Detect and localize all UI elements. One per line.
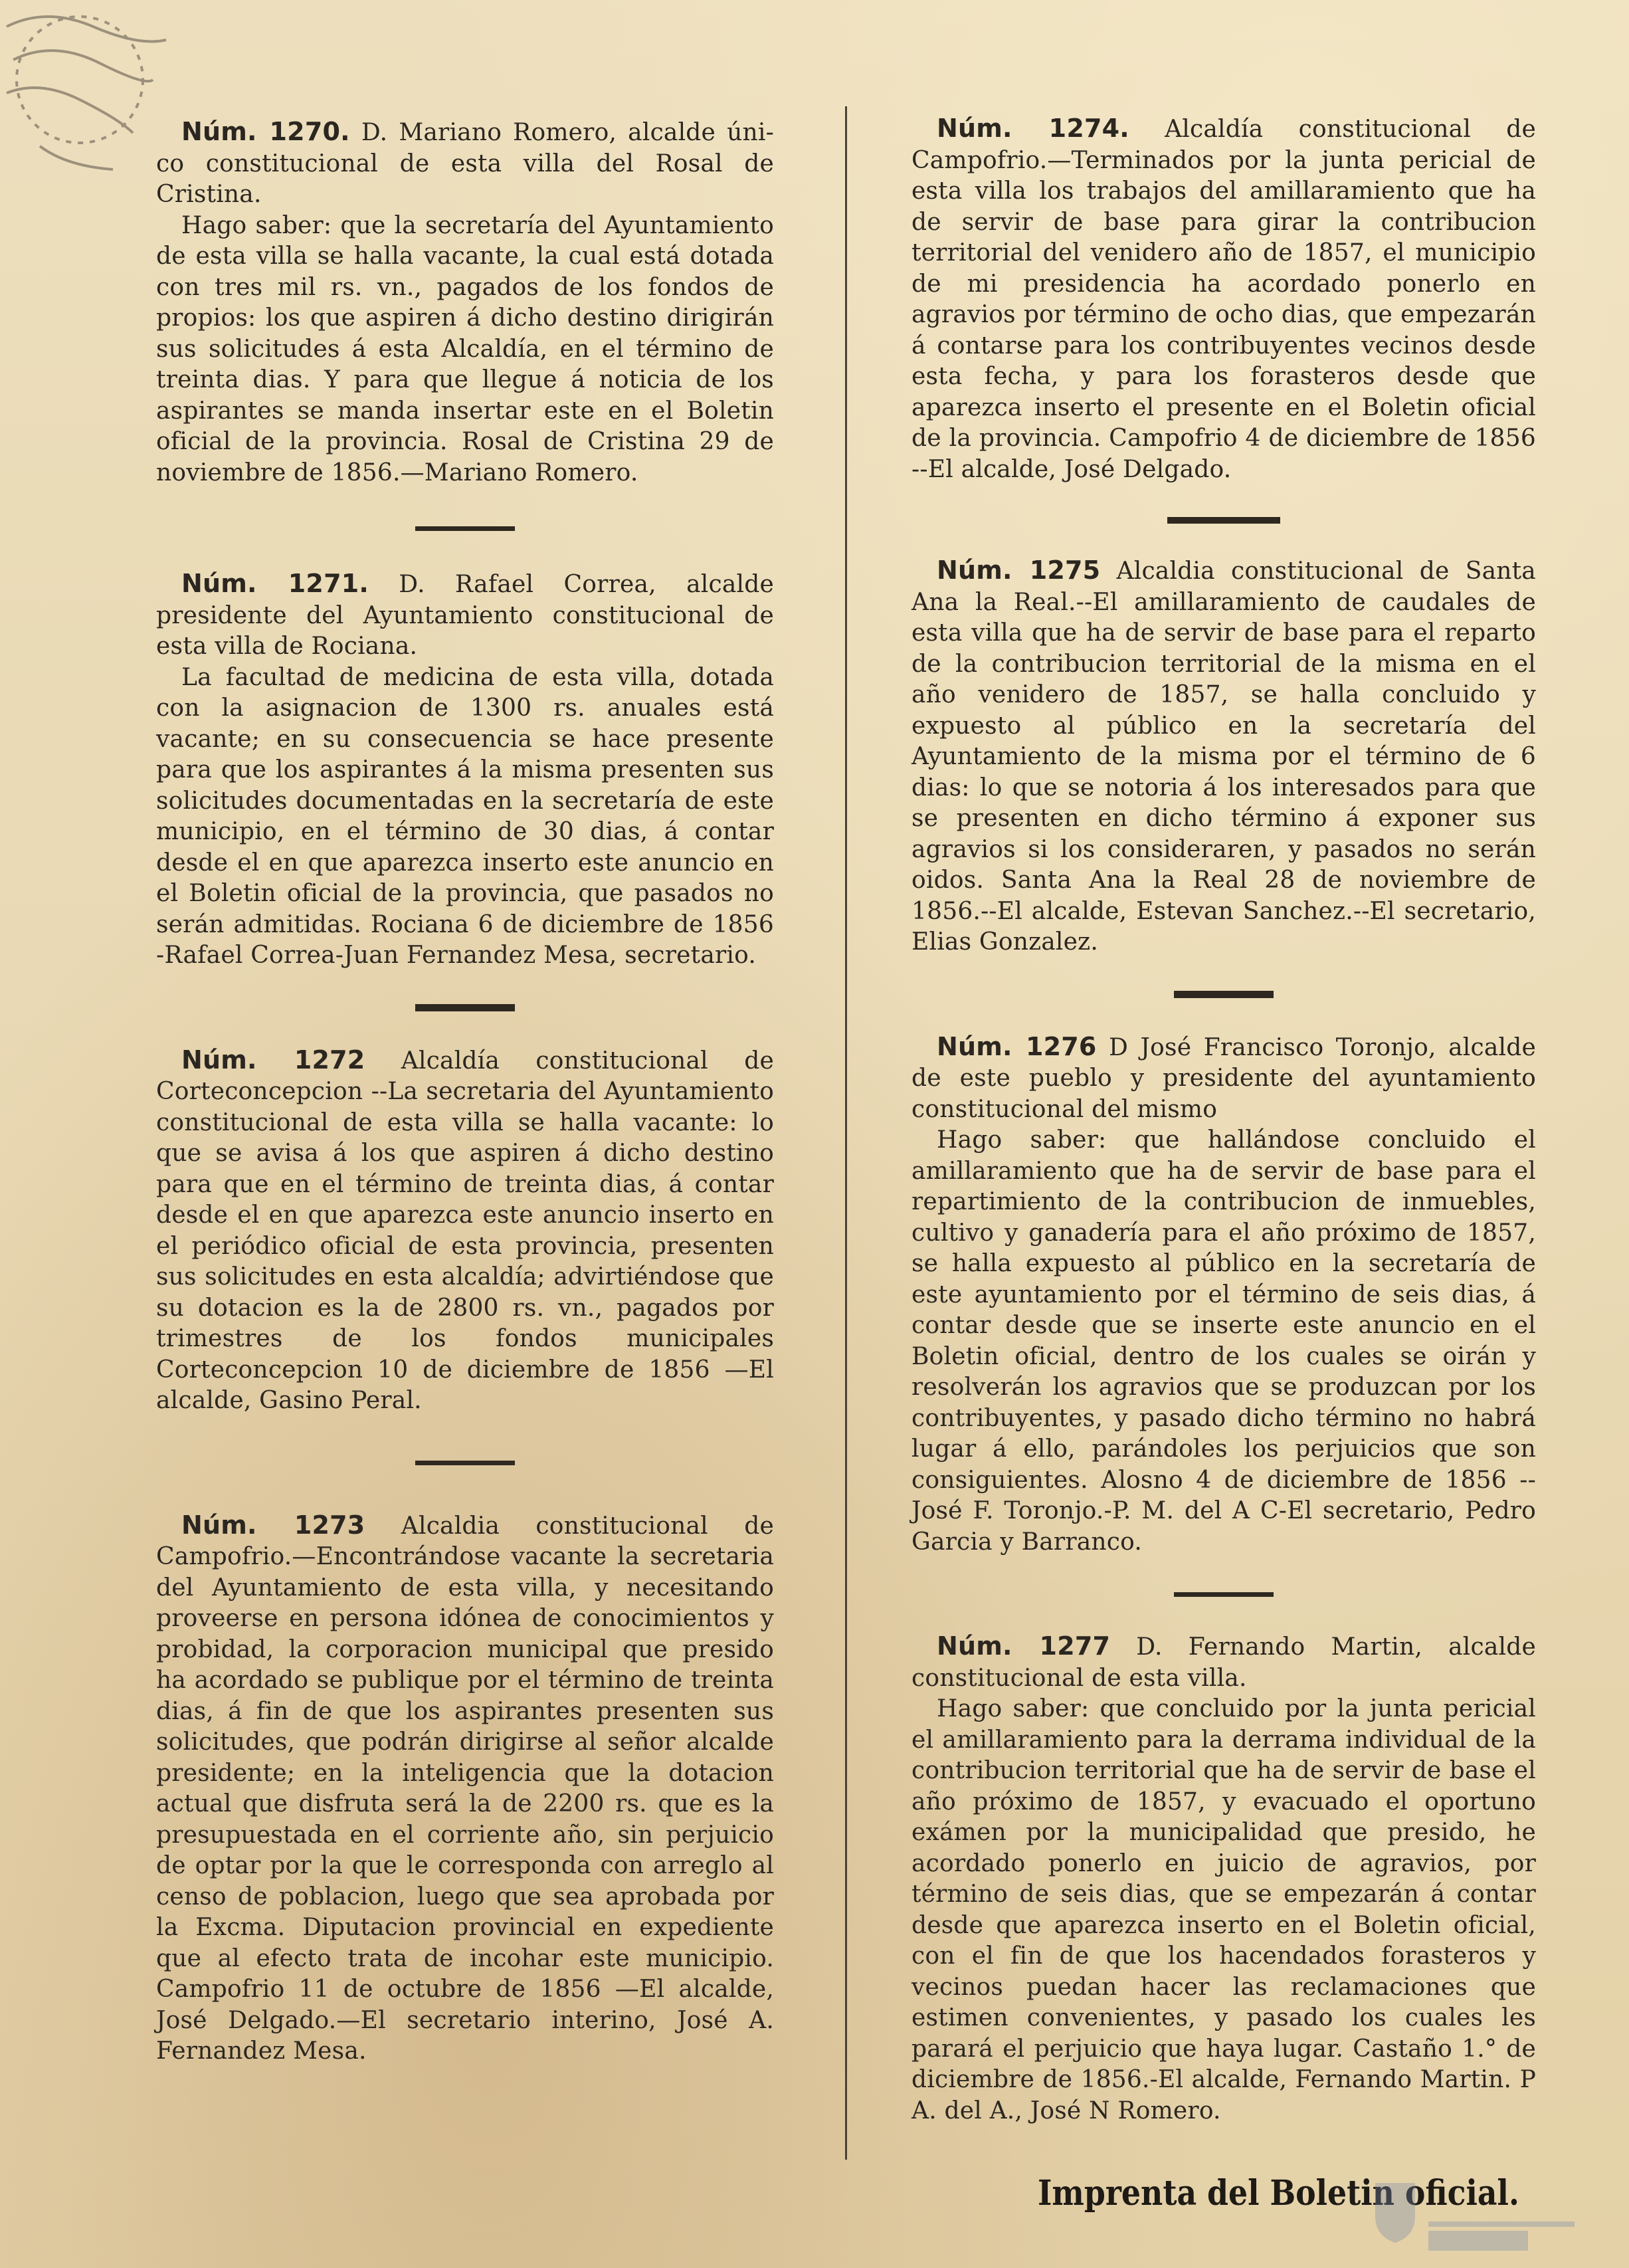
notice-number: Núm. 1270.: [181, 117, 350, 146]
notice-1271: [156, 568, 774, 972]
notice-1273: [156, 1510, 774, 2067]
notice-1272: [156, 1045, 774, 1417]
notice-1274: [911, 113, 1536, 485]
notice-body: Hago saber: que la secretaría del Ayuntamiento de esta villa se halla vacante, la cual está dotada con tres mil rs. vn., pagados de los fondos de propios: los que aspiren á dicho destino dirigirán sus solicitudes á esta Alcaldía, en el término de treinta dias. Y para que llegue á noticia de los aspirantes se manda insertar este en el Boletin oficial de la provincia. Rosal de Cristina 29 de noviembre de 1856.—Mariano Romero.: [156, 211, 774, 486]
huelva-watermark-logo: [1355, 2170, 1581, 2256]
notice-number: Núm. 1277: [937, 1631, 1111, 1661]
notice-heading: D. Fernando Martin, alcalde constitucional de esta villa.: [911, 1633, 1536, 1692]
notice-number: Núm. 1274.: [937, 114, 1129, 143]
notice-body: Hago saber: que concluido por la junta pericial el amillaramiento para la derrama individual de la contribucion territorial que ha de servir de base el año próximo de 1857, y evacuado el oportuno exámen por la municipalidad que presido, he acordado ponerlo en juicio de agravios, por término de seis dias, que se empezarán á contar desde que aparezca inserto en el Boletin oficial, con el fin de que los hacendados forasteros y vecinos puedan hacer las reclamaciones que estimen convenientes, y pasado los cuales les parará el perjuicio que haya lugar. Castaño 1.° de diciembre de 1856.-El alcalde, Fernando Martin. P A. del A., José N Romero.: [911, 1695, 1536, 2124]
crest-icon: [1355, 2170, 1581, 2256]
archive-stamp: [0, 0, 179, 193]
separator: [911, 958, 1536, 1031]
separator: [156, 488, 774, 568]
stamp-graphic: [0, 0, 179, 193]
separator: [156, 972, 774, 1045]
notice-heading: D. Rafael Correa, alcalde presidente del Ayuntamiento constitucional de esta villa de Rociana.: [156, 571, 774, 660]
left-column: [156, 116, 774, 2067]
notice-1277: [911, 1631, 1536, 2126]
notice-heading: D. Mariano Romero, alcalde úni-co constitucional de esta villa del Rosal de Cristina.: [156, 119, 774, 208]
notice-body: Alcaldia constitucional de Campofrio.—Encontrándose vacante la secretaria del Ayuntamiento de esta villa, y necesitando proveerse en persona idónea de conocimientos y probidad, la corporacion municipal que presido ha acordado se publique por el término de treinta dias, á fin de que los aspirantes presenten sus solicitudes, que podrán dirigirse al señor alcalde presidente; en la inteligencia que la dotacion actual que disfruta será la de 2200 rs. que es la presupuestada en el corriente año, sin perjuicio de optar por la que le corresponda con arreglo al censo de poblacion, luego que sea aprobada por la Excma. Diputacion provincial en expediente que al efecto trata de incohar este municipio. Campofrio 11 de octubre de 1856 —El alcalde, José Delgado.—El secretario interino, José A. Fernandez Mesa.: [156, 1512, 774, 2065]
notice-1276: [911, 1031, 1536, 1558]
separator: [911, 1558, 1536, 1631]
notice-body: Alcaldia constitucional de Santa Ana la Real.--El amillaramiento de caudales de esta villa que ha de servir de base para el reparto de la contribucion territorial de la misma en el año venidero de 1857, se halla concluido y expuesto al público en la secretaría del Ayuntamiento de la misma por el término de 6 dias: lo que se notoria á los interesados para que se presenten en dicho término á exponer sus agravios si los consideraren, y pasados no serán oidos. Santa Ana la Real 28 de noviembre de 1856.--El alcalde, Estevan Sanchez.--El secretario, Elias Gonzalez.: [911, 558, 1536, 956]
printer-footer: Imprenta del Boletin oficial.: [1038, 2173, 1519, 2214]
notice-1275: [911, 555, 1536, 958]
notice-body: La facultad de medicina de esta villa, dotada con la asignacion de 1300 rs. anuales está vacante; en su consecuencia se hace presente para que los aspirantes á la misma presenten sus solicitudes documentadas en la secretaría de este municipio, en el término de 30 dias, á contar desde el en que aparezca inserto este anuncio en el Boletin oficial de la provincia, que pasados no serán admitidas. Rociana 6 de diciembre de 1856 -Rafael Correa-Juan Fernandez Mesa, secretario.: [156, 663, 774, 969]
notice-heading: D José Francisco Toronjo, alcalde de este pueblo y presidente del ayuntamiento constitucional del mismo: [911, 1033, 1536, 1123]
notice-number: Núm. 1273: [181, 1510, 365, 1540]
separator: [911, 485, 1536, 555]
notice-number: Núm. 1276: [937, 1031, 1097, 1061]
notice-body: Alcaldía constitucional de Campofrio.—Terminados por la junta pericial de esta villa los trabajos del amillaramiento que ha de servir de base para girar la contribucion territorial del venidero año de 1857, el municipio de mi presidencia ha acordado ponerlo en agravios por término de ocho dias, que empezarán á contarse para los contribuyentes vecinos desde esta fecha, y para los forasteros desde que aparezca inserto el presente en el Boletin oficial de la provincia. Campofrio 4 de diciembre de 1856 --El alcalde, José Delgado.: [911, 116, 1536, 483]
notice-number: Núm. 1272: [181, 1045, 365, 1075]
column-divider: [845, 106, 847, 2160]
notice-number: Núm. 1275: [937, 556, 1101, 585]
notice-number: Núm. 1271.: [181, 569, 369, 598]
notice-body: Hago saber: que hallándose concluido el amillaramiento que ha de servir de base para el repartimiento de la contribucion de inmuebles, cultivo y ganadería para el año próximo de 1857, se halla expuesto al público en la secretaría de este ayuntamiento por el término de seis dias, á contar desde que se inserte este anuncio en el Boletin oficial, dentro de los cuales se oirán y resolverán los agravios que se produzcan por los contribuyentes, y pasado dicho término no habrá lugar á ello, parándoles los perjuicios que son consiguientes. Alosno 4 de diciembre de 1856 --José F. Toronjo.-P. M. del A C-El secretario, Pedro Garcia y Barranco.: [911, 1126, 1536, 1556]
notice-body: Alcaldía constitucional de Corteconcepcion --La secretaria del Ayuntamiento constitucional de esta villa se halla vacante: lo que se avisa á los que aspiren á dicho destino para que en el término de treinta dias, á contar desde el en que aparezca este anuncio inserto en el periódico oficial de esta provincia, presenten sus solicitudes en esta alcaldía; advirtiéndose que su dotacion es la de 2800 rs. vn., pagados por trimestres de los fondos municipales Corteconcepcion 10 de diciembre de 1856 —El alcalde, Gasino Peral.: [156, 1047, 774, 1414]
separator: [156, 1417, 774, 1510]
notice-1270: [156, 116, 774, 488]
right-column: [911, 113, 1536, 2126]
